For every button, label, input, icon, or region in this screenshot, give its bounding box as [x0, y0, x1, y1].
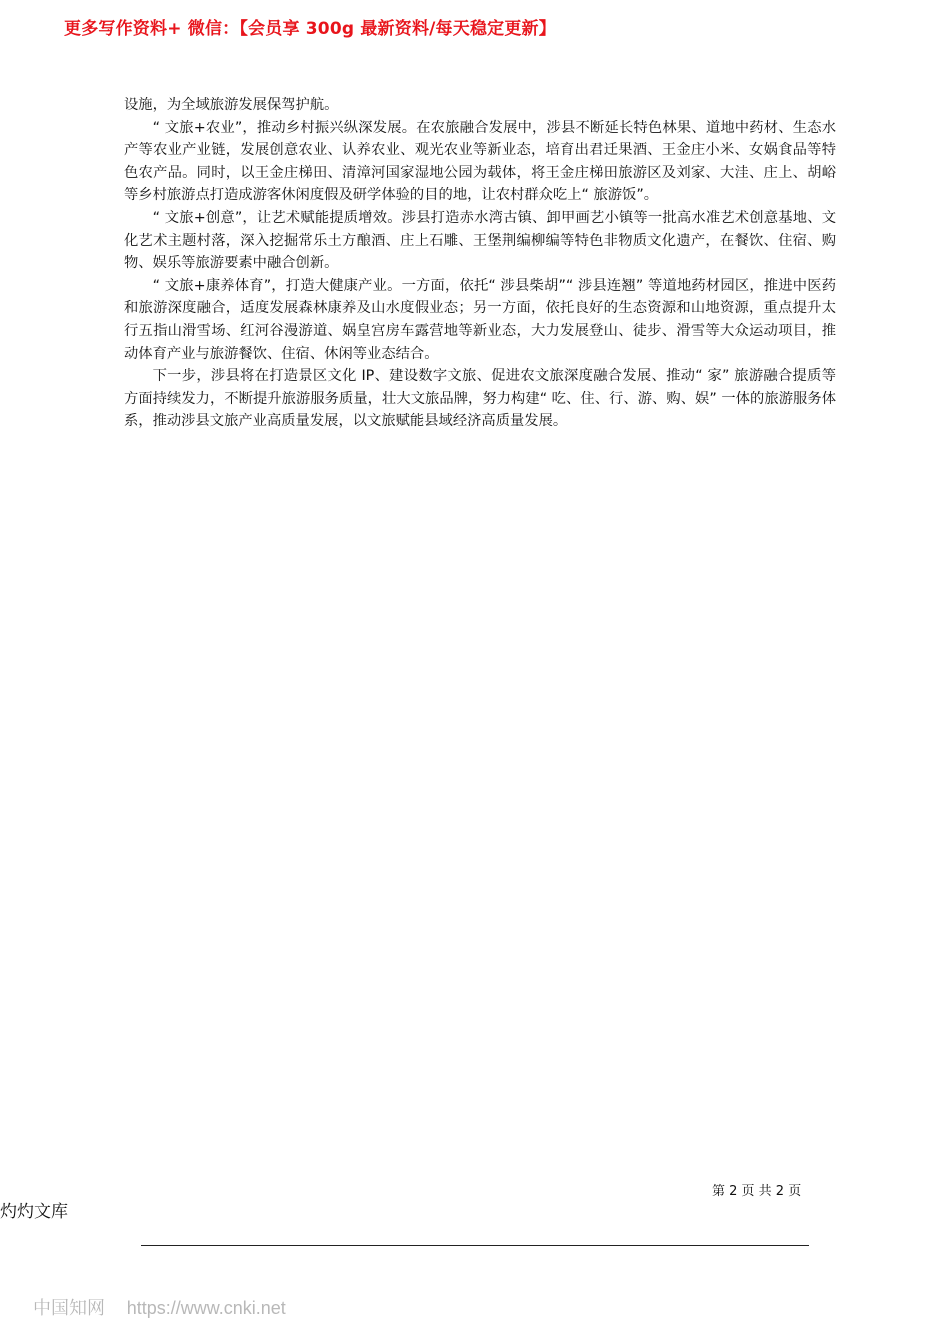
footer-divider [141, 1245, 809, 1246]
cnki-watermark [33, 1294, 286, 1320]
paragraph-creative: “ 文旅+创意”，让艺术赋能提质增效。涉县打造赤水湾古镇、卸甲画艺小镇等一批高水准艺术创意基地、文化艺术主题村落，深入挖掘常乐土方酿酒、庄上石雕、王堡荆编柳编等特色非物质文化遗产，在餐饮、住宿、购物、娱乐等旅游要素中融合创新。 [124, 209, 836, 272]
watermark-url: https://www.cnki.net [126, 1298, 286, 1318]
watermark-brand: 中国知网 [33, 1298, 105, 1319]
paragraph-continuation: 设施，为全域旅游发展保驾护航。 [124, 97, 339, 113]
library-name: 灼灼文库 [0, 1202, 68, 1222]
page-number: 第 2 页 共 2 页 [712, 1184, 802, 1199]
promo-banner: 更多写作资料+ 微信：【会员享 300g 最新资料/每天稳定更新】 [64, 19, 556, 39]
paragraph-health-sports: “ 文旅+康养体育”，打造大健康产业。一方面，依托“ 涉县柴胡”“ 涉县连翘” 等道地药材园区，推进中医药和旅游深度融合，适度发展森林康养及山水度假业态；另一方面，依托良好的生态资源和山地资源，重点提升太行五指山滑雪场、红河谷漫游道、娲皇宫房车露营地等新业态，大力发展登山、徒步、滑雪等大众运动项目，推动体育产业与旅游餐饮、住宿、休闲等业态结合。 [124, 277, 836, 362]
document-body [124, 94, 836, 433]
paragraph-next-steps: 下一步，涉县将在打造景区文化 IP、建设数字文旅、促进农文旅深度融合发展、推动“ 家” 旅游融合提质等方面持续发力，不断提升旅游服务质量，壮大文旅品牌，努力构建“ 吃、住、行、游、购、娱” 一体的旅游服务体系，推动涉县文旅产业高质量发展，以文旅赋能县域经济高质量发展。 [124, 368, 836, 430]
paragraph-agriculture: “ 文旅+农业”，推动乡村振兴纵深发展。在农旅融合发展中，涉县不断延长特色林果、道地中药材、生态水产等农业产业链，发展创意农业、认养农业、观光农业等新业态，培育出君迁果酒、王金庄小米、女娲食品等特色农产品。同时，以王金庄梯田、清漳河国家湿地公园为载体，将王金庄梯田旅游区及刘家、大洼、庄上、胡峪等乡村旅游点打造成游客休闲度假及研学体验的目的地，让农村群众吃上“ 旅游饭”。 [124, 119, 836, 204]
